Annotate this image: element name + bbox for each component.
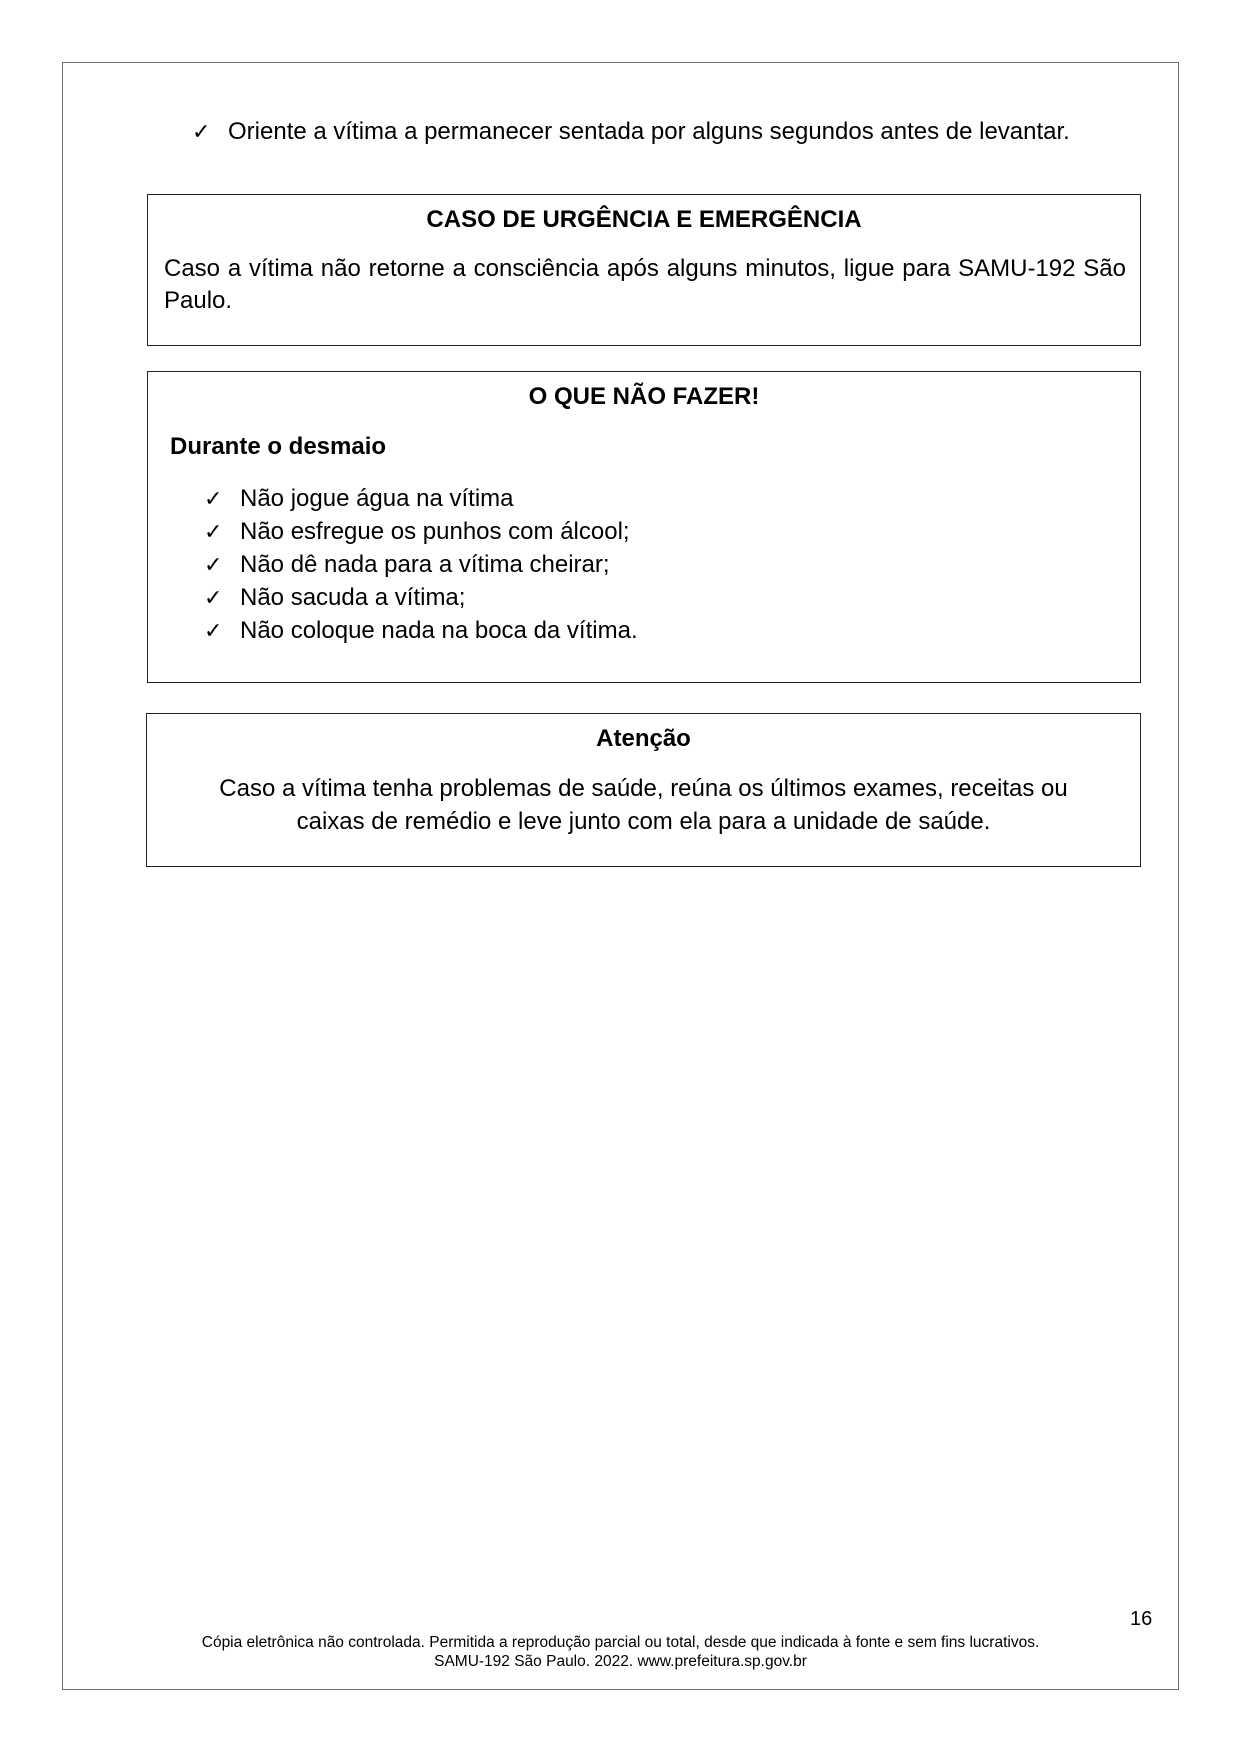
emergency-box <box>147 194 1141 346</box>
attention-box-body: Caso a vítima tenha problemas de saúde, reúna os últimos exames, receitas ou caixas de remédio e leve junto com ela para a unidade de saúde. <box>219 775 1068 835</box>
dont-do-list <box>204 482 1140 647</box>
top-bullet-text: Oriente a vítima a permanecer sentada por alguns segundos antes de levantar. <box>228 118 1070 145</box>
dont-do-subheading: Durante o desmaio <box>170 433 387 460</box>
list-item <box>204 548 1140 581</box>
checkmark-icon: ✓ <box>204 552 223 577</box>
list-item <box>204 581 1140 614</box>
list-item-text: Não sacuda a vítima; <box>240 584 466 611</box>
dont-do-box <box>147 371 1141 683</box>
emergency-box-body: Caso a vítima não retorne a consciência após alguns minutos, ligue para SAMU-192 São Paulo. <box>164 255 1126 314</box>
top-bullet-item <box>192 116 1070 148</box>
checkmark-icon: ✓ <box>204 585 223 610</box>
page-number: 16 <box>1130 1608 1153 1630</box>
attention-box-title: Atenção <box>596 725 691 752</box>
footer-line-2: SAMU-192 São Paulo. 2022. www.prefeitura.sp.gov.br <box>434 1653 807 1670</box>
dont-do-box-title: O QUE NÃO FAZER! <box>528 383 760 410</box>
list-item-text: Não esfregue os punhos com álcool; <box>240 518 630 545</box>
emergency-box-title: CASO DE URGÊNCIA E EMERGÊNCIA <box>426 206 862 233</box>
checkmark-icon: ✓ <box>192 119 211 144</box>
footer <box>62 1633 1179 1671</box>
footer-line-1: Cópia eletrônica não controlada. Permitida a reprodução parcial ou total, desde que indicada à fonte e sem fins lucrativos. <box>201 1634 1040 1651</box>
attention-box <box>146 713 1141 867</box>
list-item <box>204 482 1140 515</box>
checkmark-icon: ✓ <box>204 618 223 643</box>
list-item-text: Não dê nada para a vítima cheirar; <box>240 551 610 578</box>
list-item <box>204 515 1140 548</box>
list-item-text: Não jogue água na vítima <box>240 485 514 512</box>
list-item <box>204 614 1140 647</box>
list-item-text: Não coloque nada na boca da vítima. <box>240 617 638 644</box>
checkmark-icon: ✓ <box>204 486 223 511</box>
checkmark-icon: ✓ <box>204 519 223 544</box>
